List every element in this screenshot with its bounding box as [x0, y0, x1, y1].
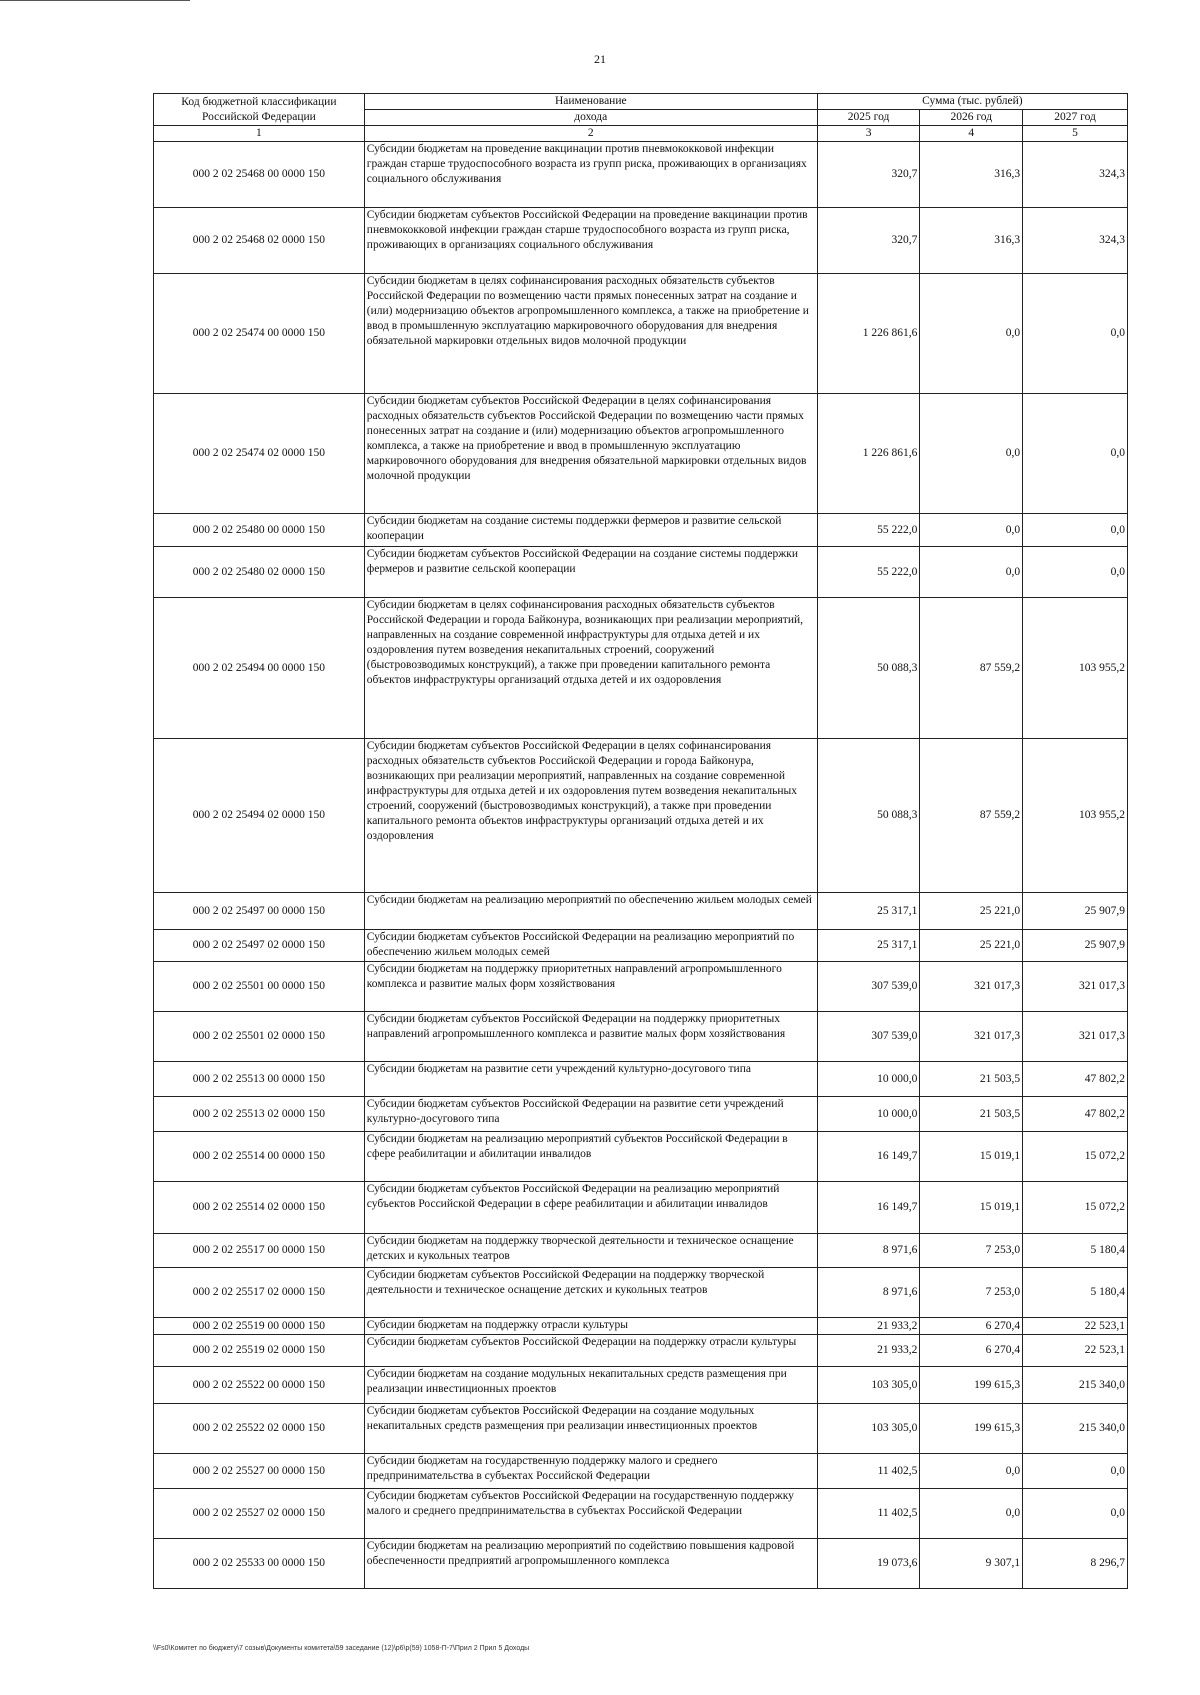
row-name: Субсидии бюджетам на реализацию мероприятий по содействию повышения кадровой обеспеченности предприятий агропромышленного комплекса	[364, 1539, 817, 1589]
table-row	[154, 208, 1128, 274]
row-value-2026: 316,3	[920, 142, 1023, 208]
row-code: 000 2 02 25501 02 0000 150	[154, 1012, 365, 1062]
column-number-1: 1	[154, 126, 365, 142]
row-value-2027: 0,0	[1023, 394, 1128, 514]
row-code: 000 2 02 25522 00 0000 150	[154, 1367, 365, 1404]
income-table-container	[153, 93, 1128, 1589]
row-value-2026: 25 221,0	[920, 930, 1023, 962]
row-code: 000 2 02 25527 00 0000 150	[154, 1454, 365, 1489]
row-value-2027: 103 955,2	[1023, 598, 1128, 739]
row-code: 000 2 02 25517 02 0000 150	[154, 1268, 365, 1318]
row-value-2026: 21 503,5	[920, 1062, 1023, 1097]
row-value-2027: 0,0	[1023, 514, 1128, 547]
header-name-line2: дохода	[364, 110, 817, 126]
table-row	[154, 274, 1128, 394]
row-value-2026: 0,0	[920, 514, 1023, 547]
row-code: 000 2 02 25522 02 0000 150	[154, 1404, 365, 1454]
row-value-2027: 25 907,9	[1023, 930, 1128, 962]
row-name: Субсидии бюджетам субъектов Российской Федерации на реализацию мероприятий по обеспечению жильем молодых семей	[364, 930, 817, 962]
row-value-2026: 321 017,3	[920, 962, 1023, 1012]
row-code: 000 2 02 25494 00 0000 150	[154, 598, 365, 739]
row-value-2025: 307 539,0	[817, 962, 920, 1012]
row-value-2027: 5 180,4	[1023, 1268, 1128, 1318]
row-value-2025: 25 317,1	[817, 893, 920, 930]
row-name: Субсидии бюджетам в целях софинансирования расходных обязательств субъектов Российской Федерации и города Байконура, возникающих при реализации мероприятий, направленных на создание современной инфраструктуры для отдыха детей и их оздоровления путем возведения некапитальных строений, сооружений (быстровозводимых конструкций), а также при проведении капитального ремонта объектов инфраструктуры организаций отдыха детей и их оздоровления	[364, 598, 817, 739]
row-value-2025: 21 933,2	[817, 1318, 920, 1335]
row-value-2026: 7 253,0	[920, 1268, 1023, 1318]
row-value-2027: 215 340,0	[1023, 1404, 1128, 1454]
header-year-2027: 2027 год	[1023, 110, 1128, 126]
row-value-2027: 0,0	[1023, 1489, 1128, 1539]
top-edge-line	[0, 0, 190, 1]
row-value-2026: 0,0	[920, 547, 1023, 598]
row-value-2025: 21 933,2	[817, 1335, 920, 1367]
row-value-2026: 15 019,1	[920, 1182, 1023, 1234]
row-name: Субсидии бюджетам субъектов Российской Федерации на создание системы поддержки фермеров и развитие сельской кооперации	[364, 547, 817, 598]
row-value-2026: 87 559,2	[920, 598, 1023, 739]
row-value-2026: 25 221,0	[920, 893, 1023, 930]
row-code: 000 2 02 25468 02 0000 150	[154, 208, 365, 274]
row-value-2025: 10 000,0	[817, 1097, 920, 1132]
table-body	[154, 142, 1128, 1589]
row-code: 000 2 02 25497 02 0000 150	[154, 930, 365, 962]
row-value-2025: 50 088,3	[817, 739, 920, 893]
table-row	[154, 1132, 1128, 1182]
row-code: 000 2 02 25514 00 0000 150	[154, 1132, 365, 1182]
row-name: Субсидии бюджетам на государственную поддержку малого и среднего предпринимательства в субъектах Российской Федерации	[364, 1454, 817, 1489]
row-value-2027: 0,0	[1023, 274, 1128, 394]
row-code: 000 2 02 25527 02 0000 150	[154, 1489, 365, 1539]
row-value-2025: 11 402,5	[817, 1489, 920, 1539]
table-row	[154, 1097, 1128, 1132]
row-value-2027: 47 802,2	[1023, 1062, 1128, 1097]
row-code: 000 2 02 25494 02 0000 150	[154, 739, 365, 893]
row-code: 000 2 02 25519 00 0000 150	[154, 1318, 365, 1335]
row-name: Субсидии бюджетам на реализацию мероприятий по обеспечению жильем молодых семей	[364, 893, 817, 930]
row-name: Субсидии бюджетам субъектов Российской Федерации на государственную поддержку малого и среднего предпринимательства в субъектах Российской Федерации	[364, 1489, 817, 1539]
header-year-2026: 2026 год	[920, 110, 1023, 126]
row-code: 000 2 02 25480 02 0000 150	[154, 547, 365, 598]
row-value-2025: 103 305,0	[817, 1404, 920, 1454]
row-value-2025: 10 000,0	[817, 1062, 920, 1097]
row-value-2027: 15 072,2	[1023, 1132, 1128, 1182]
row-name: Субсидии бюджетам на развитие сети учреждений культурно-досугового типа	[364, 1062, 817, 1097]
row-value-2027: 47 802,2	[1023, 1097, 1128, 1132]
row-value-2025: 307 539,0	[817, 1012, 920, 1062]
row-value-2026: 7 253,0	[920, 1234, 1023, 1268]
table-row	[154, 1367, 1128, 1404]
row-value-2025: 103 305,0	[817, 1367, 920, 1404]
table-row	[154, 142, 1128, 208]
row-value-2027: 324,3	[1023, 142, 1128, 208]
row-value-2027: 321 017,3	[1023, 1012, 1128, 1062]
table-row	[154, 1268, 1128, 1318]
column-number-3: 3	[817, 126, 920, 142]
row-name: Субсидии бюджетам на поддержку творческой деятельности и техническое оснащение детских и кукольных театров	[364, 1234, 817, 1268]
table-row	[154, 514, 1128, 547]
row-value-2025: 16 149,7	[817, 1132, 920, 1182]
row-value-2025: 25 317,1	[817, 930, 920, 962]
row-value-2025: 8 971,6	[817, 1268, 920, 1318]
row-code: 000 2 02 25517 00 0000 150	[154, 1234, 365, 1268]
table-row	[154, 1404, 1128, 1454]
table-row	[154, 1234, 1128, 1268]
row-name: Субсидии бюджетам в целях софинансирования расходных обязательств субъектов Российской Федерации по возмещению части прямых понесенных затрат на создание и (или) модернизацию объектов агропромышленного комплекса, а также на приобретение и ввод в промышленную эксплуатацию маркировочного оборудования для внедрения обязательной маркировки отдельных видов молочной продукции	[364, 274, 817, 394]
row-value-2026: 0,0	[920, 274, 1023, 394]
table-row	[154, 598, 1128, 739]
table-row	[154, 893, 1128, 930]
column-number-4: 4	[920, 126, 1023, 142]
row-name: Субсидии бюджетам субъектов Российской Федерации в целях софинансирования расходных обязательств субъектов Российской Федерации по возмещению части прямых понесенных затрат на создание и (или) модернизацию объектов агропромышленного комплекса, а также на приобретение и ввод в промышленную эксплуатацию маркировочного оборудования для внедрения обязательной маркировки отдельных видов молочной продукции	[364, 394, 817, 514]
row-value-2026: 87 559,2	[920, 739, 1023, 893]
row-value-2026: 21 503,5	[920, 1097, 1023, 1132]
row-name: Субсидии бюджетам субъектов Российской Федерации на поддержку творческой деятельности и техническое оснащение детских и кукольных театров	[364, 1268, 817, 1318]
row-value-2027: 15 072,2	[1023, 1182, 1128, 1234]
table-row	[154, 930, 1128, 962]
row-value-2027: 22 523,1	[1023, 1318, 1128, 1335]
table-row	[154, 394, 1128, 514]
row-value-2025: 55 222,0	[817, 514, 920, 547]
row-value-2025: 11 402,5	[817, 1454, 920, 1489]
row-name: Субсидии бюджетам субъектов Российской Федерации на поддержку приоритетных направлений агропромышленного комплекса и развитие малых форм хозяйствования	[364, 1012, 817, 1062]
row-name: Субсидии бюджетам на проведение вакцинации против пневмококковой инфекции граждан старше трудоспособного возраста из групп риска, проживающих в организациях социального обслуживания	[364, 142, 817, 208]
row-code: 000 2 02 25501 00 0000 150	[154, 962, 365, 1012]
row-name: Субсидии бюджетам на поддержку приоритетных направлений агропромышленного комплекса и развитие малых форм хозяйствования	[364, 962, 817, 1012]
row-name: Субсидии бюджетам субъектов Российской Федерации на проведение вакцинации против пневмококковой инфекции граждан старше трудоспособного возраста из групп риска, проживающих в организациях социального обслуживания	[364, 208, 817, 274]
row-code: 000 2 02 25480 00 0000 150	[154, 514, 365, 547]
row-value-2025: 1 226 861,6	[817, 274, 920, 394]
page-number: 21	[594, 52, 606, 66]
row-value-2025: 1 226 861,6	[817, 394, 920, 514]
row-value-2025: 320,7	[817, 208, 920, 274]
row-value-2027: 22 523,1	[1023, 1335, 1128, 1367]
row-name: Субсидии бюджетам субъектов Российской Федерации на развитие сети учреждений культурно-досугового типа	[364, 1097, 817, 1132]
row-value-2025: 8 971,6	[817, 1234, 920, 1268]
row-code: 000 2 02 25513 00 0000 150	[154, 1062, 365, 1097]
row-value-2026: 316,3	[920, 208, 1023, 274]
row-name: Субсидии бюджетам на создание системы поддержки фермеров и развитие сельской кооперации	[364, 514, 817, 547]
row-code: 000 2 02 25514 02 0000 150	[154, 1182, 365, 1234]
row-code: 000 2 02 25474 00 0000 150	[154, 274, 365, 394]
table-row	[154, 1454, 1128, 1489]
row-value-2027: 25 907,9	[1023, 893, 1128, 930]
row-value-2026: 15 019,1	[920, 1132, 1023, 1182]
row-value-2026: 199 615,3	[920, 1404, 1023, 1454]
table-header	[154, 94, 1128, 142]
row-value-2025: 55 222,0	[817, 547, 920, 598]
row-name: Субсидии бюджетам субъектов Российской Федерации на создание модульных некапитальных средств размещения при реализации инвестиционных проектов	[364, 1404, 817, 1454]
row-value-2027: 0,0	[1023, 1454, 1128, 1489]
row-name: Субсидии бюджетам на поддержку отрасли культуры	[364, 1318, 817, 1335]
header-year-2025: 2025 год	[817, 110, 920, 126]
table-row	[154, 1335, 1128, 1367]
row-code: 000 2 02 25468 00 0000 150	[154, 142, 365, 208]
table-row	[154, 1062, 1128, 1097]
footer-file-path: \\Fs0\Комитет по бюджету\7 созыв\Документы комитета\59 заседание (12)\р6\р(59) 1058-П-7\Прил 2 Прил 5 Доходы	[153, 1645, 530, 1652]
row-name: Субсидии бюджетам на реализацию мероприятий субъектов Российской Федерации в сфере реабилитации и абилитации инвалидов	[364, 1132, 817, 1182]
row-value-2026: 0,0	[920, 1489, 1023, 1539]
row-name: Субсидии бюджетам субъектов Российской Федерации в целях софинансирования расходных обязательств субъектов Российской Федерации и города Байконура, возникающих при реализации мероприятий, направленных на создание современной инфраструктуры для отдыха детей и их оздоровления путем возведения некапитальных строений, сооружений (быстровозводимых конструкций), а также при проведении капитального ремонта объектов инфраструктуры организаций отдыха детей и их оздоровления	[364, 739, 817, 893]
table-row	[154, 1539, 1128, 1589]
income-table	[153, 93, 1128, 1589]
row-value-2027: 5 180,4	[1023, 1234, 1128, 1268]
row-value-2026: 6 270,4	[920, 1318, 1023, 1335]
row-name: Субсидии бюджетам на создание модульных некапитальных средств размещения при реализации инвестиционных проектов	[364, 1367, 817, 1404]
row-value-2027: 321 017,3	[1023, 962, 1128, 1012]
row-name: Субсидии бюджетам субъектов Российской Федерации на реализацию мероприятий субъектов Российской Федерации в сфере реабилитации и абилитации инвалидов	[364, 1182, 817, 1234]
header-name-line1: Наименование	[364, 94, 817, 110]
row-code: 000 2 02 25474 02 0000 150	[154, 394, 365, 514]
row-value-2026: 199 615,3	[920, 1367, 1023, 1404]
row-code: 000 2 02 25513 02 0000 150	[154, 1097, 365, 1132]
column-number-5: 5	[1023, 126, 1128, 142]
row-value-2025: 320,7	[817, 142, 920, 208]
row-code: 000 2 02 25497 00 0000 150	[154, 893, 365, 930]
row-value-2027: 324,3	[1023, 208, 1128, 274]
row-value-2027: 0,0	[1023, 547, 1128, 598]
row-value-2027: 215 340,0	[1023, 1367, 1128, 1404]
table-row	[154, 739, 1128, 893]
table-row	[154, 1489, 1128, 1539]
row-value-2027: 103 955,2	[1023, 739, 1128, 893]
row-value-2025: 19 073,6	[817, 1539, 920, 1589]
column-number-2: 2	[364, 126, 817, 142]
header-code: Код бюджетной классификации Российской Федерации	[154, 94, 365, 126]
row-value-2027: 8 296,7	[1023, 1539, 1128, 1589]
row-value-2026: 0,0	[920, 394, 1023, 514]
row-value-2026: 321 017,3	[920, 1012, 1023, 1062]
table-row	[154, 962, 1128, 1012]
table-row	[154, 1012, 1128, 1062]
row-name: Субсидии бюджетам субъектов Российской Федерации на поддержку отрасли культуры	[364, 1335, 817, 1367]
row-value-2026: 9 307,1	[920, 1539, 1023, 1589]
row-value-2026: 0,0	[920, 1454, 1023, 1489]
row-code: 000 2 02 25533 00 0000 150	[154, 1539, 365, 1589]
row-value-2025: 16 149,7	[817, 1182, 920, 1234]
table-row	[154, 1318, 1128, 1335]
row-value-2026: 6 270,4	[920, 1335, 1023, 1367]
row-value-2025: 50 088,3	[817, 598, 920, 739]
header-sum: Сумма (тыс. рублей)	[817, 94, 1127, 110]
row-code: 000 2 02 25519 02 0000 150	[154, 1335, 365, 1367]
table-row	[154, 547, 1128, 598]
table-row	[154, 1182, 1128, 1234]
